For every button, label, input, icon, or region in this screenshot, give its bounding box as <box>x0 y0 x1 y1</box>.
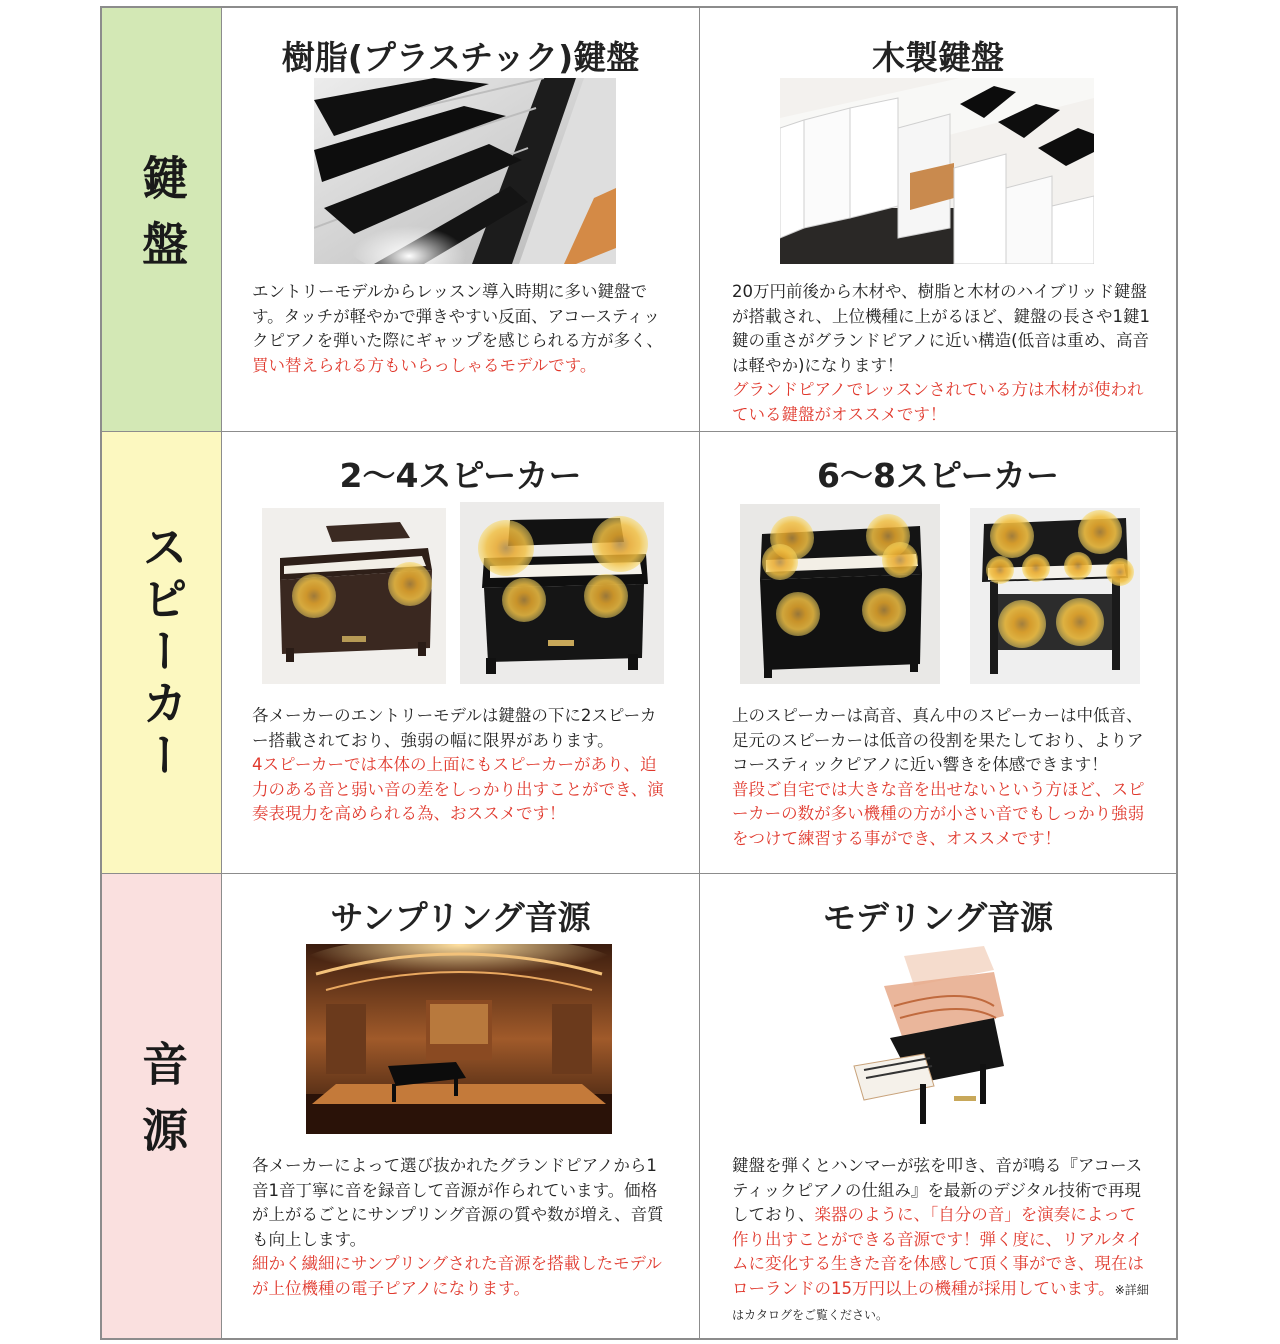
sampling-title: サンプリング音源 <box>330 898 591 937</box>
speaker-2-4-highlight: 4スピーカーでは本体の上面にもスピーカーがあり、迫力のある音と弱い音の差をしっかり出すことができ、演奏表現力を高められる為、おススメです！ <box>252 755 664 823</box>
speaker-6-8-text: 上のスピーカーは高音、真ん中のスピーカーは中低音、足元のスピーカーは低音の役割を果たしており、よりアコースティックピアノに近い響きを体感できます！ <box>732 706 1144 774</box>
concert-hall-photo <box>306 944 612 1134</box>
comparison-table <box>100 6 1178 1340</box>
sampling-description <box>252 1154 672 1301</box>
plastic-keys-title: 樹脂(プラスチック)鍵盤 <box>281 38 640 77</box>
cell-sampling <box>222 874 700 1338</box>
cell-speaker-2-4 <box>222 432 700 874</box>
category-sound-source-label: 音源 <box>135 1040 190 1172</box>
sampling-highlight: 細かく繊細にサンプリングされた音源を搭載したモデルが上位機種の電子ピアノになります。 <box>252 1254 662 1298</box>
modeling-description <box>732 1154 1152 1328</box>
cell-speaker-6-8 <box>700 432 1176 874</box>
modeling-title: モデリング音源 <box>822 898 1054 937</box>
cell-modeling <box>700 874 1176 1338</box>
plastic-keys-photo <box>314 78 616 264</box>
speaker-2-4-description <box>252 704 672 827</box>
modeling-note: ※詳細はカタログをご覧ください。 <box>732 1282 1149 1322</box>
speaker-6-8-highlight: 普段ご自宅では大きな音を出せないという方ほど、スピーカーの数が多い機種の方が小さい音でもしっかり強弱をつけて練習する事ができ、オススメです！ <box>732 779 1145 848</box>
plastic-keys-description <box>252 280 670 378</box>
cell-wood-keys <box>700 8 1176 432</box>
wood-keys-highlight: グランドピアノでレッスンされている方は木材が使われている鍵盤がオススメです！ <box>732 380 1144 424</box>
modeling-text: 鍵盤を弾くとハンマーが弦を叩き、音が鳴る『アコースティックピアノの仕組み』を最新のデジタル技術で再現しており、 <box>732 1156 1143 1224</box>
speaker-6-8-title: 6～8スピーカー <box>817 456 1059 495</box>
plastic-keys-highlight: 買い替えられる方もいらっしゃるモデルです。 <box>252 355 597 375</box>
piano-2-speaker-photo <box>262 508 446 684</box>
exploded-grand-piano-image <box>844 946 1014 1130</box>
wood-keys-title: 木製鍵盤 <box>872 38 1004 77</box>
wood-keys-description <box>732 280 1150 427</box>
cell-plastic-keys <box>222 8 700 432</box>
piano-6-speaker-photo <box>740 504 940 684</box>
category-sound-source <box>102 874 222 1338</box>
modeling-highlight: 楽器のように、「自分の音」を演奏によって作り出すことができる音源です！弾く度に、リアルタイムに変化する生きた音を体感して頂く事ができ、現在はローランドの15万円以上の機種が採用しています。 <box>732 1205 1144 1298</box>
speaker-2-4-text: 各メーカーのエントリーモデルは鍵盤の下に2スピーカー搭載されており、強弱の幅に限界があります。 <box>252 706 657 750</box>
category-speaker-label: スピーカー <box>135 522 190 783</box>
piano-4-speaker-photo <box>460 502 664 684</box>
speaker-6-8-description <box>732 704 1152 851</box>
speaker-2-4-title: 2～4スピーカー <box>339 456 582 495</box>
wood-keys-photo <box>780 78 1094 264</box>
piano-8-speaker-photo <box>970 508 1140 684</box>
sampling-text: 各メーカーによって選び抜かれたグランドピアノから1音1音丁寧に音を録音して音源が作られています。価格が上がるごとにサンプリング音源の質や数が増え、音質も向上します。 <box>252 1156 664 1249</box>
category-speaker <box>102 432 222 874</box>
wood-keys-text: 20万円前後から木材や、樹脂と木材のハイブリッド鍵盤が搭載され、上位機種に上がるほど、鍵盤の長さや1鍵1鍵の重さがグランドピアノに近い構造(低音は重め、高音は軽やか)になります！ <box>732 282 1150 375</box>
plastic-keys-text: エントリーモデルからレッスン導入時期に多い鍵盤です。タッチが軽やかで弾きやすい反面、アコースティックピアノを弾いた際にギャップを感じられる方が多く、 <box>252 282 663 350</box>
category-keyboard-label: 鍵盤 <box>135 153 190 286</box>
category-keyboard <box>102 8 222 432</box>
